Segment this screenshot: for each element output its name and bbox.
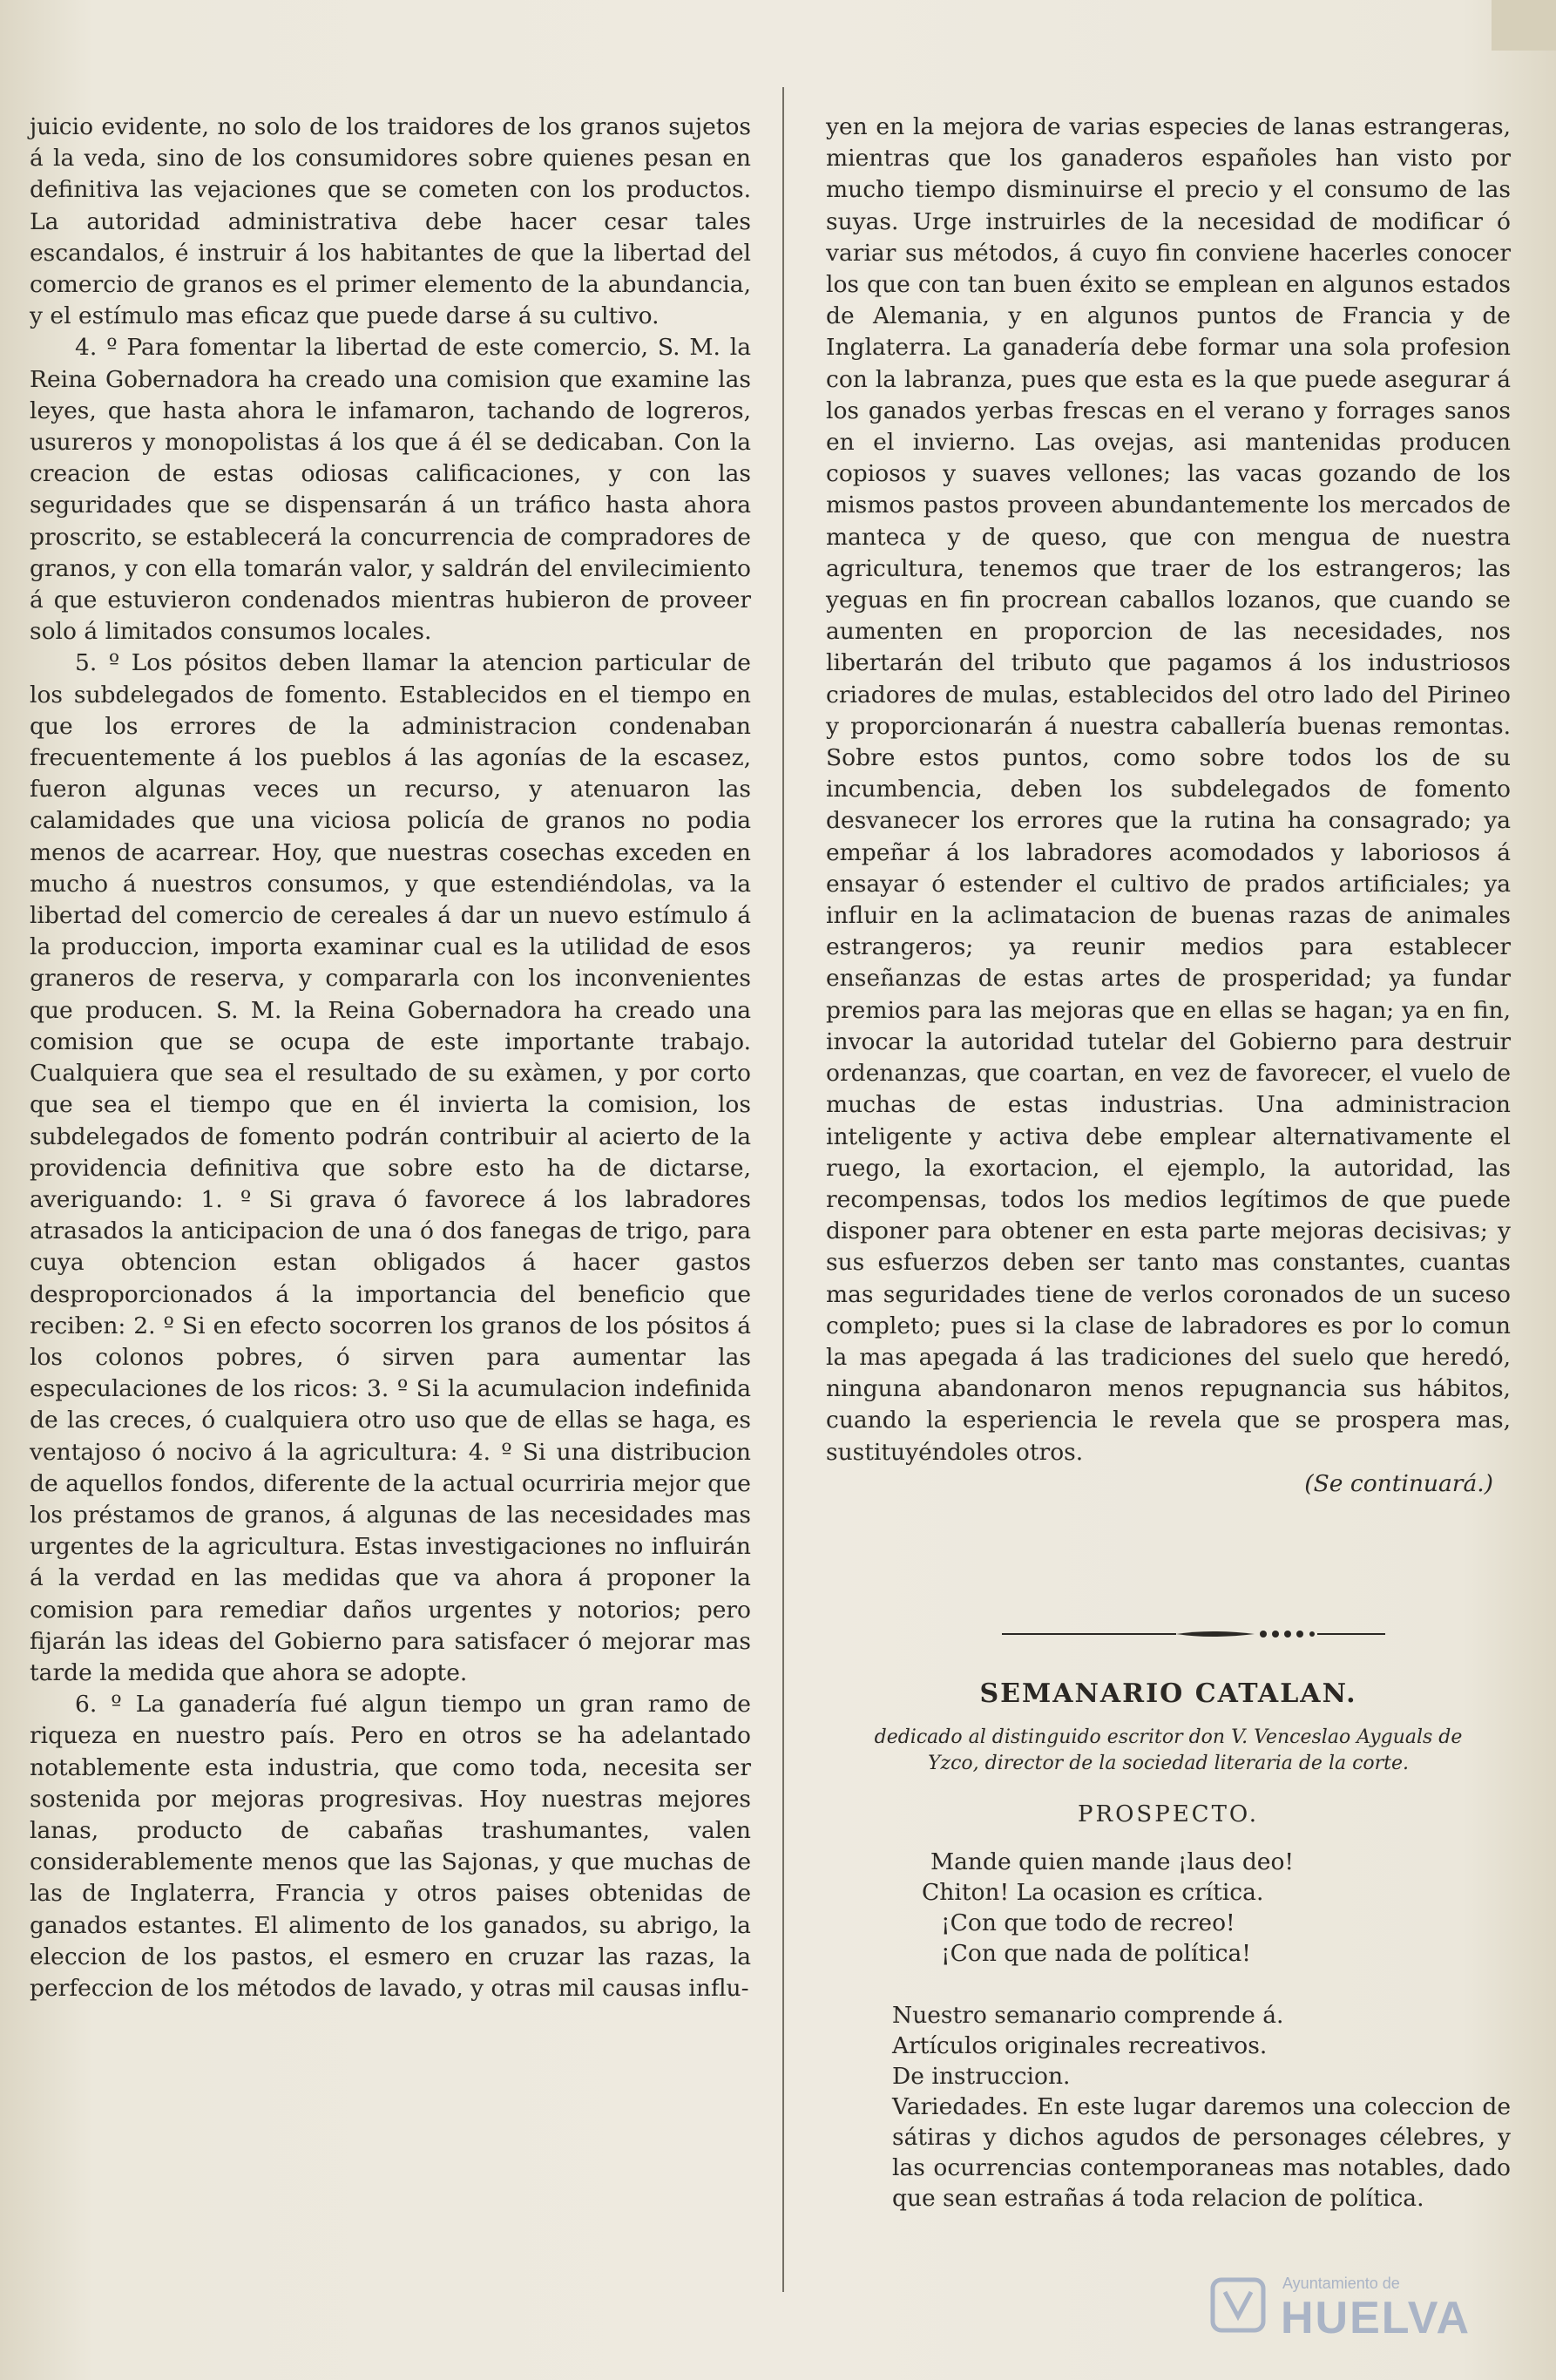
paragraph: yen en la mejora de varias especies de lanas estrangeras, mientras que los ganaderos españoles han visto por mucho tiempo disminuirse el precio y el consumo de las suyas. Urge instruirles de la necesidad de modificar ó variar sus métodos, á cuyo fin conviene hacerles conocer los que con tan buen éxito se emplean en algunos estados de Alemania, y en algunos puntos de Francia y de Inglaterra. La ganadería debe formar una sola profesion con la labranza, pues que esta es la que puede asegurar á los ganados yerbas frescas en el verano y forrages sanos en el invierno. Las ovejas, asi mantenidas producen copiosos y suaves vellones; las vacas gozando de los mismos pastos proveen abundantemente los mercados de manteca y de queso, que con mengua de nuestra agricultura, tenemos que traer de los estrangeros; las yeguas en fin procrean caballos lozanos, que cuando se aumenten en proporcion de las necesidades, nos libertarán del tributo que pagamos á los industriosos criadores de mulas, establecidos del otro lado del Pirineo y proporcionarán á nuestra caballería buenas remontas. Sobre estos puntos, como sobre todos los de su incumbencia, deben los subdelegados de fomento desvanecer los errores que la rutina ha consagrado; ya empeñar á los labradores acomodados y laboriosos á ensayar ó estender el cultivo de prados artificiales; ya influir en la aclimatacion de buenas razas de animales estrangeros; ya reunir medios para establecer enseñanzas de estas artes de prosperidad; ya fundar premios para las mejoras que en ellas se hagan; ya en fin, invocar la autoridad tutelar del Gobierno para destruir ordenanzas, que coartan, en vez de favorecer, el vuelo de muchas de estas industrias. Una administracion inteligente y activa debe emplear alternativamente el ruego, la exortacion, el ejemplo, la autoridad, las recompensas, todos los medios legítimos de que puede disponer para obtener en esta parte mejoras decisivas; y sus esfuerzos deben ser tanto mas constantes, cuantas mas seguridades tiene de verlos coronados de un suceso completo; pues si la clase de labradores es por lo comun la mas apegada á las tradiciones del suelo que heredó, ninguna abandonaron menos repugnancia sus hábitos, cuando la esperiencia le revela que se prospera mas, sustituyéndoles otros. [826, 113, 1511, 1466]
verse-line: ¡Con que nada de política! [941, 1940, 1251, 1967]
verse-line: ¡Con que todo de recreo! [941, 1909, 1235, 1936]
contents-item: Artículos originales recreativos. [892, 2032, 1268, 2059]
column-divider [782, 87, 784, 2292]
semanario-section [826, 1678, 1511, 2214]
paragraph: 6. º La ganadería fué algun tiempo un gran ramo de riqueza en nuestro país. Pero en otros se ha adelantado notablemente esta industria, que como toda, necesita ser sostenida por mejoras progresivas. Hoy nuestras mejores lanas, producto de cabañas trashumantes, valen considerablemente menos que las Sajonas, y que muchas de las de Inglaterra, Francia y otros paises obtenidas de ganados estantes. El alimento de los ganados, su abrigo, la eleccion de los pastos, el esmero en cruzar las razas, la perfeccion de los métodos de lavado, y otras mil causas influ- [30, 1691, 751, 2002]
contents-item: Variedades. En este lugar daremos una coleccion de sátiras y dichos agudos de personages célebres, y las ocurrencias contemporaneas mas notables, dado que sean estrañas á toda relacion de política. [892, 2093, 1511, 2212]
paragraph: 5. º Los pósitos deben llamar la atencion particular de los subdelegados de fomento. Establecidos en el tiempo en que los errores de la administracion condenaban frecuentemente á los pueblos á las agonías de la escasez, fueron algunas veces un recurso, y atenuaron las calamidades que una viciosa policía de granos no podia menos de acarrear. Hoy, que nuestras cosechas exceden en mucho á nuestros consumos, y que estendiéndolas, va la libertad del comercio de cereales á dar un nuevo estímulo á la produccion, importa examinar cual es la utilidad de esos graneros de reserva, y compararla con los inconvenientes que producen. S. M. la Reina Gobernadora ha creado una comision que se ocupa de este importante trabajo. Cualquiera que sea el resultado de su exàmen, y por corto que sea el tiempo que en él invierta la comision, los subdelegados de fomento podrán contribuir al acierto de la providencia definitiva que sobre esto ha de dictarse, averiguando: 1. º Si grava ó favorece á los labradores atrasados la anticipacion de una ó dos fanegas de trigo, para cuya obtencion estan obligados á hacer gastos desproporcionados á la importancia del beneficio que reciben: 2. º Si en efecto socorren los granos de los pósitos á los colonos pobres, ó sirven para aumentar las especulaciones de los ricos: 3. º Si la acumulacion indefinida de las creces, ó cualquiera otro uso que de ellas se haga, es ventajoso ó nocivo á la agricultura: 4. º Si una distribucion de aquellos fondos, diferente de la actual ocurriria mejor que los préstamos de granos, á algunas de las necesidades mas urgentes de la agricultura. Estas investigaciones no influirán á la verdad en las medidas que va ahora á proponer la comision para remediar daños urgentes y notorios; pero fijarán las ideas del Gobierno para satisfacer ó mejorar mas tarde la medida que ahora se adopte. [30, 649, 751, 1686]
continued-note: (Se continuará.) [1304, 1469, 1493, 1497]
verse-line: Chiton! La ocasion es crítica. [922, 1879, 1264, 1906]
verse-line: Mande quien mande ¡laus deo! [930, 1848, 1295, 1875]
dedication: dedicado al distinguido escritor don V. Venceslao Ayguals de Yzco, director de la sociedad literaria de la corte. [874, 1726, 1463, 1774]
verse [922, 1847, 1511, 1969]
page-corner [1492, 0, 1556, 51]
contents-item: Nuestro semanario comprende á. [892, 2002, 1284, 2029]
right-column [826, 112, 1511, 1500]
watermark-line1: Ayuntamiento de [1282, 2275, 1400, 2292]
contents-list [892, 2000, 1511, 2214]
contents-item: De instruccion. [892, 2063, 1071, 2090]
shield-logo-icon [1208, 2275, 1268, 2336]
section-title: SEMANARIO CATALAN. [979, 1678, 1357, 1709]
paragraph: juicio evidente, no solo de los traidores de los granos sujetos á la veda, sino de los consumidores sobre quienes pesan en definitiva las vejaciones que se cometen con los productos. La autoridad administrativa debe hacer cesar tales escandalos, é instruir á los habitantes de que la libertad del comercio de granos es el primer elemento de la abundancia, y el estímulo mas eficaz que puede darse á su cultivo. [30, 113, 751, 330]
prospecto-heading: PROSPECTO. [1078, 1801, 1259, 1827]
archive-watermark [1208, 2264, 1495, 2348]
watermark-line2: HUELVA [1281, 2293, 1471, 2343]
paragraph: 4. º Para fomentar la libertad de este comercio, S. M. la Reina Gobernadora ha creado una comision que examine las leyes, que hasta ahora le infamaron, tachando de logreros, usureros y monopolistas á los que á él se dedicaban. Con la creacion de estas odiosas calificaciones, y con las seguridades que se dispensarán á un tráfico hasta ahora proscrito, se establecerá la concurrencia de compradores de granos, y con ella tomarán valor, y saldrán del envilecimiento á que estuvieron condenados mientras hubieron de proveer solo á limitados consumos locales. [30, 334, 751, 646]
ornamental-divider [1002, 1628, 1498, 1640]
left-column [30, 112, 751, 2004]
